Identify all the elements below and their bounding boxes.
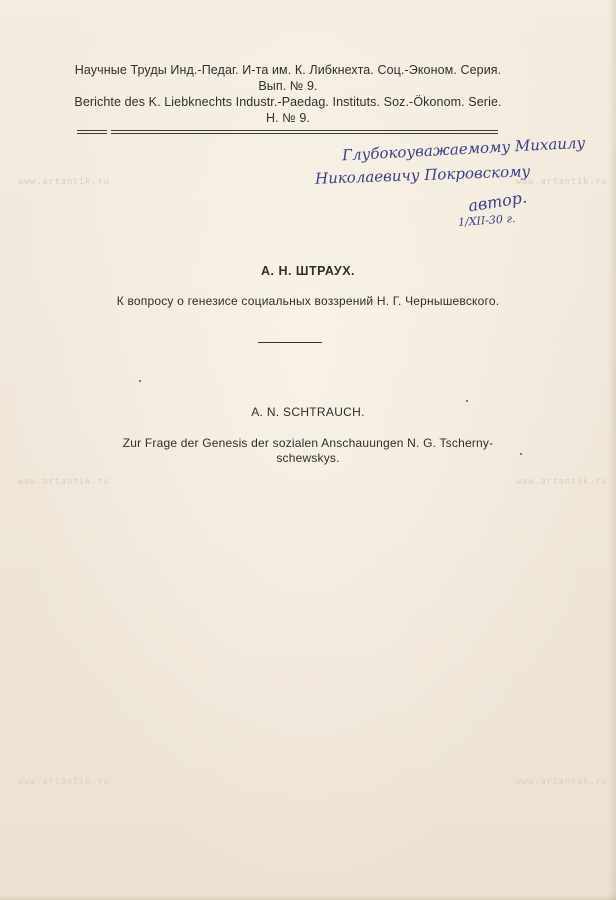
header-issue-de: H. № 9.	[266, 111, 310, 125]
dedication-signature: автор.	[466, 187, 529, 216]
dedication-line-2: Николаевичу Покровскому	[314, 162, 531, 188]
title-german-line-1: Zur Frage der Genesis der sozialen Anschauungen N. G. Tscherny-	[122, 436, 494, 450]
watermark: www.artantik.ru	[516, 477, 608, 487]
header-issue-ru: Вып. № 9.	[258, 79, 318, 93]
watermark: www.artantik.ru	[18, 777, 110, 787]
author-russian: А. Н. ШТРАУХ.	[260, 264, 356, 278]
watermark: www.artantik.ru	[516, 177, 608, 187]
header-rule-top	[77, 130, 498, 131]
section-divider	[258, 342, 322, 343]
header-line-ru: Научные Труды Инд.-Педаг. И-та им. К. Либкнехта. Соц.-Эконом. Серия.	[74, 63, 502, 77]
title-german	[74, 436, 542, 466]
page-edge-shadow	[608, 0, 616, 900]
paper-speck	[466, 400, 468, 402]
header-line-de: Berichte des K. Liebknechts Industr.-Paedag. Instituts. Soz.-Ökonom. Serie.	[74, 95, 502, 109]
watermark: www.artantik.ru	[18, 477, 110, 487]
title-german-line-2: schewskys.	[276, 451, 340, 465]
dedication-line-1: Глубокоуважаемому Михаилу	[341, 133, 586, 165]
author-german: A. N. SCHTRAUCH.	[251, 405, 365, 419]
header-rule-bottom	[77, 133, 498, 134]
page-bottom-shadow	[0, 894, 616, 900]
watermark: www.artantik.ru	[18, 177, 110, 187]
series-header	[60, 62, 516, 126]
paper-speck	[139, 380, 141, 382]
watermark: www.artantik.ru	[516, 777, 608, 787]
rule-break	[107, 129, 111, 135]
handwritten-dedication	[300, 133, 610, 238]
title-russian: К вопросу о генезисе социальных воззрений Н. Г. Чернышевского.	[116, 294, 500, 308]
dedication-date: 1/XII-30 г.	[457, 212, 516, 229]
